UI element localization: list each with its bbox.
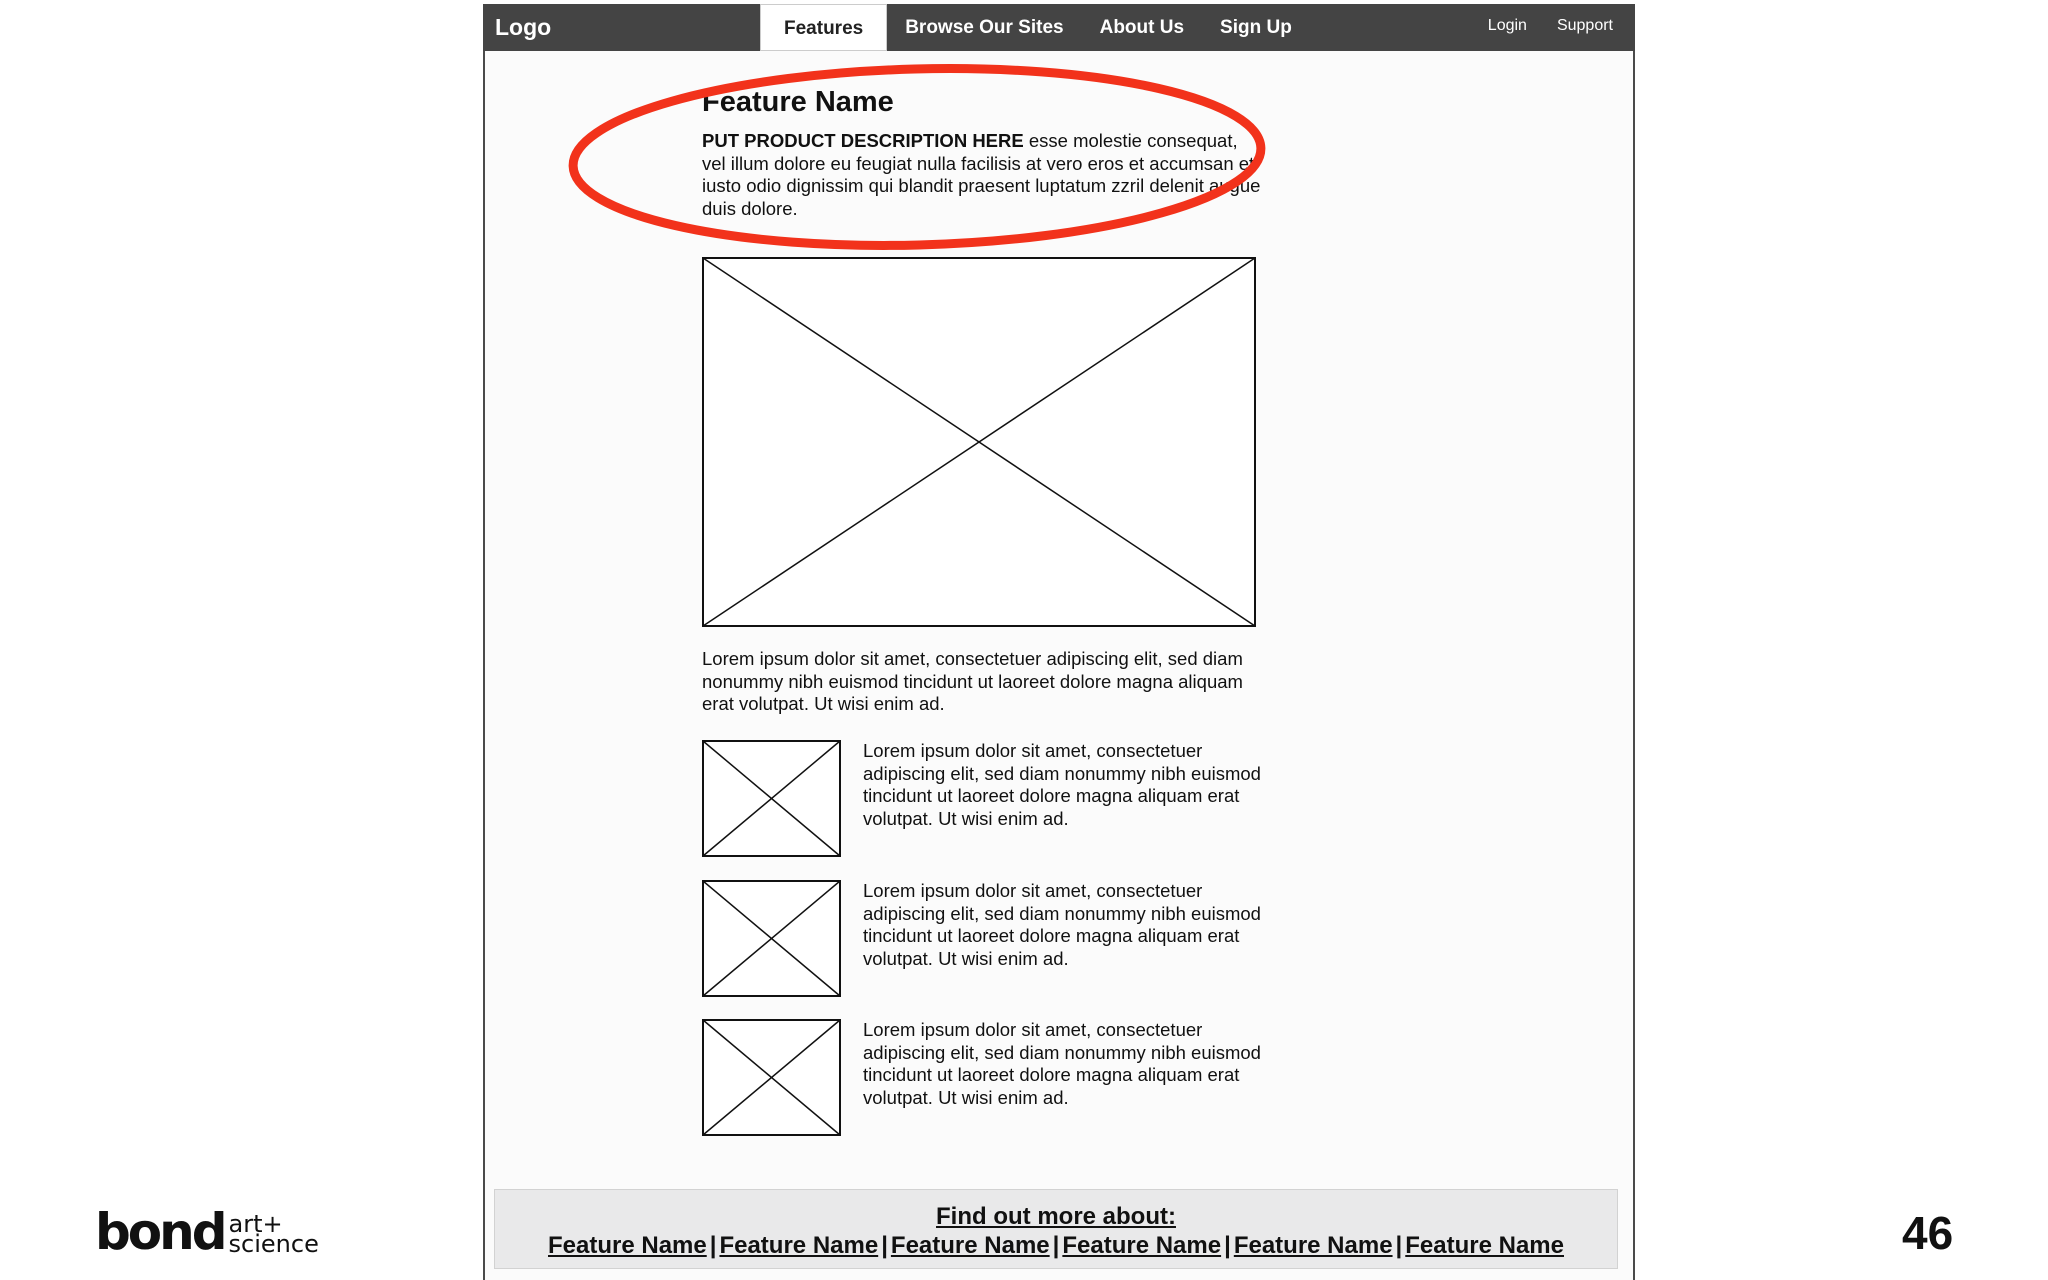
lead-paragraph: Lorem ipsum dolor sit amet, consectetuer adipiscing elit, sed diam nonummy nibh euismod tincidunt ut laoreet dolore magna aliquam erat volutpat. Ut wisi enim ad.	[702, 648, 1243, 714]
footer-separator: |	[709, 1232, 717, 1259]
brand-name: bond	[95, 1203, 225, 1261]
utility-links	[1488, 17, 1613, 35]
footer-feature-link[interactable]: Feature Name	[1405, 1232, 1564, 1259]
hero-image-placeholder	[702, 257, 1256, 627]
bond-logo	[95, 1203, 319, 1261]
row-image-placeholder	[702, 1019, 841, 1136]
row-text: Lorem ipsum dolor sit amet, consectetuer adipiscing elit, sed diam nonummy nibh euismod tincidunt ut laoreet dolore magna aliquam erat volutpat. Ut wisi enim ad.	[863, 880, 1261, 969]
footer-links-bar	[494, 1189, 1618, 1269]
footer-feature-link[interactable]: Feature Name	[1233, 1232, 1393, 1259]
product-description	[702, 130, 1262, 220]
brand-sub-bottom: science	[228, 1230, 319, 1258]
image-placeholder-icon	[702, 880, 841, 997]
nav-tabs	[760, 4, 1310, 51]
footer-heading: Find out more about:	[936, 1203, 1176, 1230]
image-placeholder-icon	[702, 740, 841, 857]
support-link[interactable]: Support	[1556, 17, 1613, 34]
footer-feature-link[interactable]: Feature Name	[719, 1232, 879, 1259]
row-text: Lorem ipsum dolor sit amet, consectetuer adipiscing elit, sed diam nonummy nibh euismod tincidunt ut laoreet dolore magna aliquam erat volutpat. Ut wisi enim ad.	[863, 1019, 1261, 1108]
login-link[interactable]: Login	[1487, 17, 1527, 34]
footer-feature-link[interactable]: Feature Name	[548, 1232, 707, 1259]
description-bold: PUT PRODUCT DESCRIPTION HERE	[702, 130, 1024, 151]
top-navbar	[483, 4, 1635, 51]
tab-sign-up[interactable]: Sign Up	[1220, 17, 1292, 38]
footer-separator: |	[1224, 1232, 1231, 1259]
description-text: esse molestie consequat, vel illum dolore eu feugiat nulla facilisis at vero eros et accumsan et iusto odio dignissim qui blandit praesent luptatum zzril delenit augue duis dolore.	[702, 130, 1261, 219]
tab-about-us[interactable]: About Us	[1099, 17, 1185, 38]
footer-links	[495, 1232, 1617, 1260]
logo[interactable]: Logo	[495, 14, 552, 40]
row-text: Lorem ipsum dolor sit amet, consectetuer adipiscing elit, sed diam nonummy nibh euismod tincidunt ut laoreet dolore magna aliquam erat volutpat. Ut wisi enim ad.	[863, 740, 1261, 829]
brand-subtitle	[228, 1210, 319, 1258]
row-image-placeholder	[702, 740, 841, 857]
tab-features[interactable]: Features	[760, 4, 887, 51]
footer-feature-link[interactable]: Feature Name	[1062, 1232, 1222, 1259]
footer-separator: |	[1395, 1232, 1403, 1259]
row-image-placeholder	[702, 880, 841, 997]
image-placeholder-icon	[702, 257, 1256, 627]
image-placeholder-icon	[702, 1019, 841, 1136]
footer-feature-link[interactable]: Feature Name	[890, 1232, 1050, 1259]
feature-title: Feature Name	[702, 86, 894, 118]
tab-browse-our-sites[interactable]: Browse Our Sites	[905, 17, 1064, 38]
footer-separator: |	[881, 1232, 888, 1259]
brand-sub-top: art+	[228, 1210, 283, 1238]
footer-separator: |	[1052, 1232, 1060, 1259]
slide-page-number: 46	[1902, 1207, 1954, 1259]
